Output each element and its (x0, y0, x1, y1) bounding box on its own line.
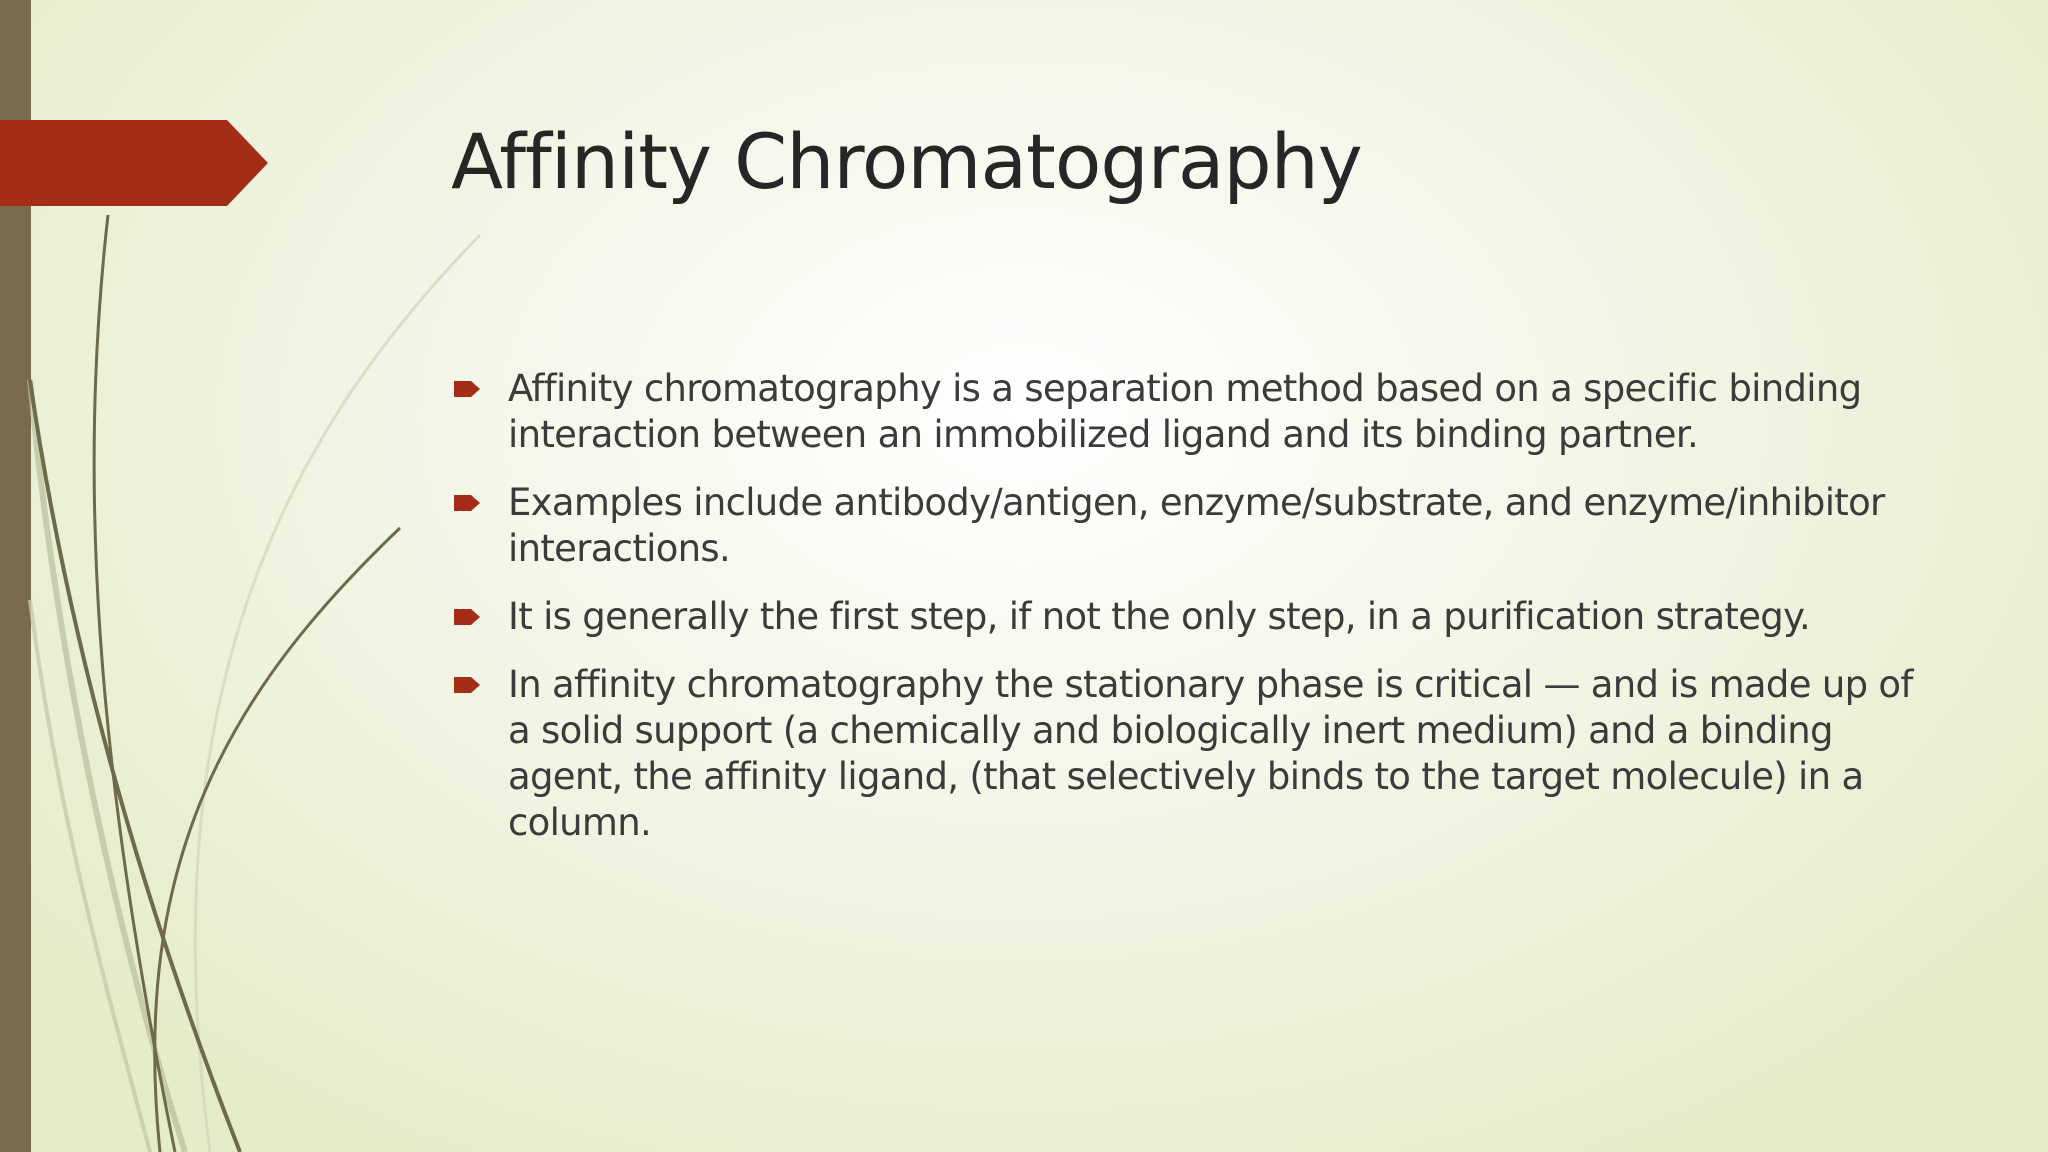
arrow-bullet-icon (454, 381, 480, 397)
arrow-bullet-icon (454, 677, 480, 693)
bullet-text: It is generally the first step, if not the only step, in a purification strategy. (508, 595, 1811, 638)
bullet-item (452, 480, 1932, 572)
arrow-bullet-icon (454, 609, 480, 625)
arrow-bullet-icon (454, 495, 480, 511)
bullet-text: Examples include antibody/antigen, enzyme/substrate, and enzyme/inhibitor interactions. (508, 481, 1885, 570)
accent-arrow-shape (0, 120, 270, 206)
bullet-item (452, 594, 1932, 640)
bullet-text: In affinity chromatography the stationary phase is critical — and is made up of a solid support (a chemically and biologically inert medium) and a binding agent, the affinity ligand, (that selectively binds to the target molecule) in a column. (508, 663, 1913, 844)
bullet-list (452, 366, 1932, 868)
bullet-text: Affinity chromatography is a separation method based on a specific binding interaction between an immobilized ligand and its binding partner. (508, 367, 1862, 456)
bullet-item (452, 366, 1932, 458)
bullet-item (452, 662, 1932, 846)
slide-title: Affinity Chromatography (451, 117, 1362, 206)
